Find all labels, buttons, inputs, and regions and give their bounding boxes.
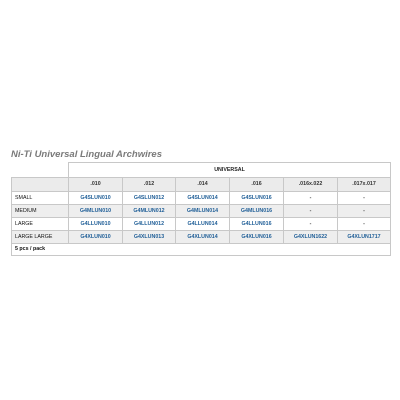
product-code: G4LLUN014 <box>176 218 230 231</box>
empty-dash: - <box>338 205 391 218</box>
table-row <box>12 192 391 205</box>
product-code: G4XLUN1622 <box>284 231 338 244</box>
product-code: G4SLUN012 <box>123 192 176 205</box>
column-header-row <box>12 178 391 192</box>
footer-row <box>12 244 391 256</box>
archwire-table <box>11 162 391 256</box>
product-code: G4LLUN016 <box>230 218 284 231</box>
product-code: G4MLUN012 <box>123 205 176 218</box>
table-row <box>12 218 391 231</box>
product-code: G4SLUN016 <box>230 192 284 205</box>
column-header: .016x.022 <box>284 178 338 192</box>
page-title: Ni-Ti Universal Lingual Archwires <box>11 149 162 160</box>
column-header: .016 <box>230 178 284 192</box>
row-label-header <box>12 178 69 192</box>
row-label: SMALL <box>12 192 69 205</box>
product-code: G4XLUN1717 <box>338 231 391 244</box>
universal-header: UNIVERSAL <box>69 163 391 178</box>
product-code: G4LLUN010 <box>69 218 123 231</box>
product-code: G4SLUN014 <box>176 192 230 205</box>
table-row <box>12 231 391 244</box>
archwire-table-container <box>11 162 390 256</box>
product-code: G4MLUN016 <box>230 205 284 218</box>
empty-dash: - <box>284 218 338 231</box>
column-header: .012 <box>123 178 176 192</box>
product-code: G4LLUN012 <box>123 218 176 231</box>
row-label: LARGE LARGE <box>12 231 69 244</box>
empty-dash: - <box>284 205 338 218</box>
product-code: G4MLUN014 <box>176 205 230 218</box>
row-label: MEDIUM <box>12 205 69 218</box>
empty-dash: - <box>338 218 391 231</box>
pack-size-note: 5 pcs / pack <box>12 244 391 256</box>
column-header: .010 <box>69 178 123 192</box>
group-header-row <box>12 163 391 178</box>
product-code: G4XLUN016 <box>230 231 284 244</box>
column-header: .014 <box>176 178 230 192</box>
product-code: G4XLUN014 <box>176 231 230 244</box>
product-code: G4XLUN013 <box>123 231 176 244</box>
empty-dash: - <box>338 192 391 205</box>
column-header: .017x.017 <box>338 178 391 192</box>
product-code: G4XLUN010 <box>69 231 123 244</box>
empty-dash: - <box>284 192 338 205</box>
row-label: LARGE <box>12 218 69 231</box>
blank-corner-cell <box>12 163 69 178</box>
table-row <box>12 205 391 218</box>
product-code: G4SLUN010 <box>69 192 123 205</box>
product-code: G4MLUN010 <box>69 205 123 218</box>
